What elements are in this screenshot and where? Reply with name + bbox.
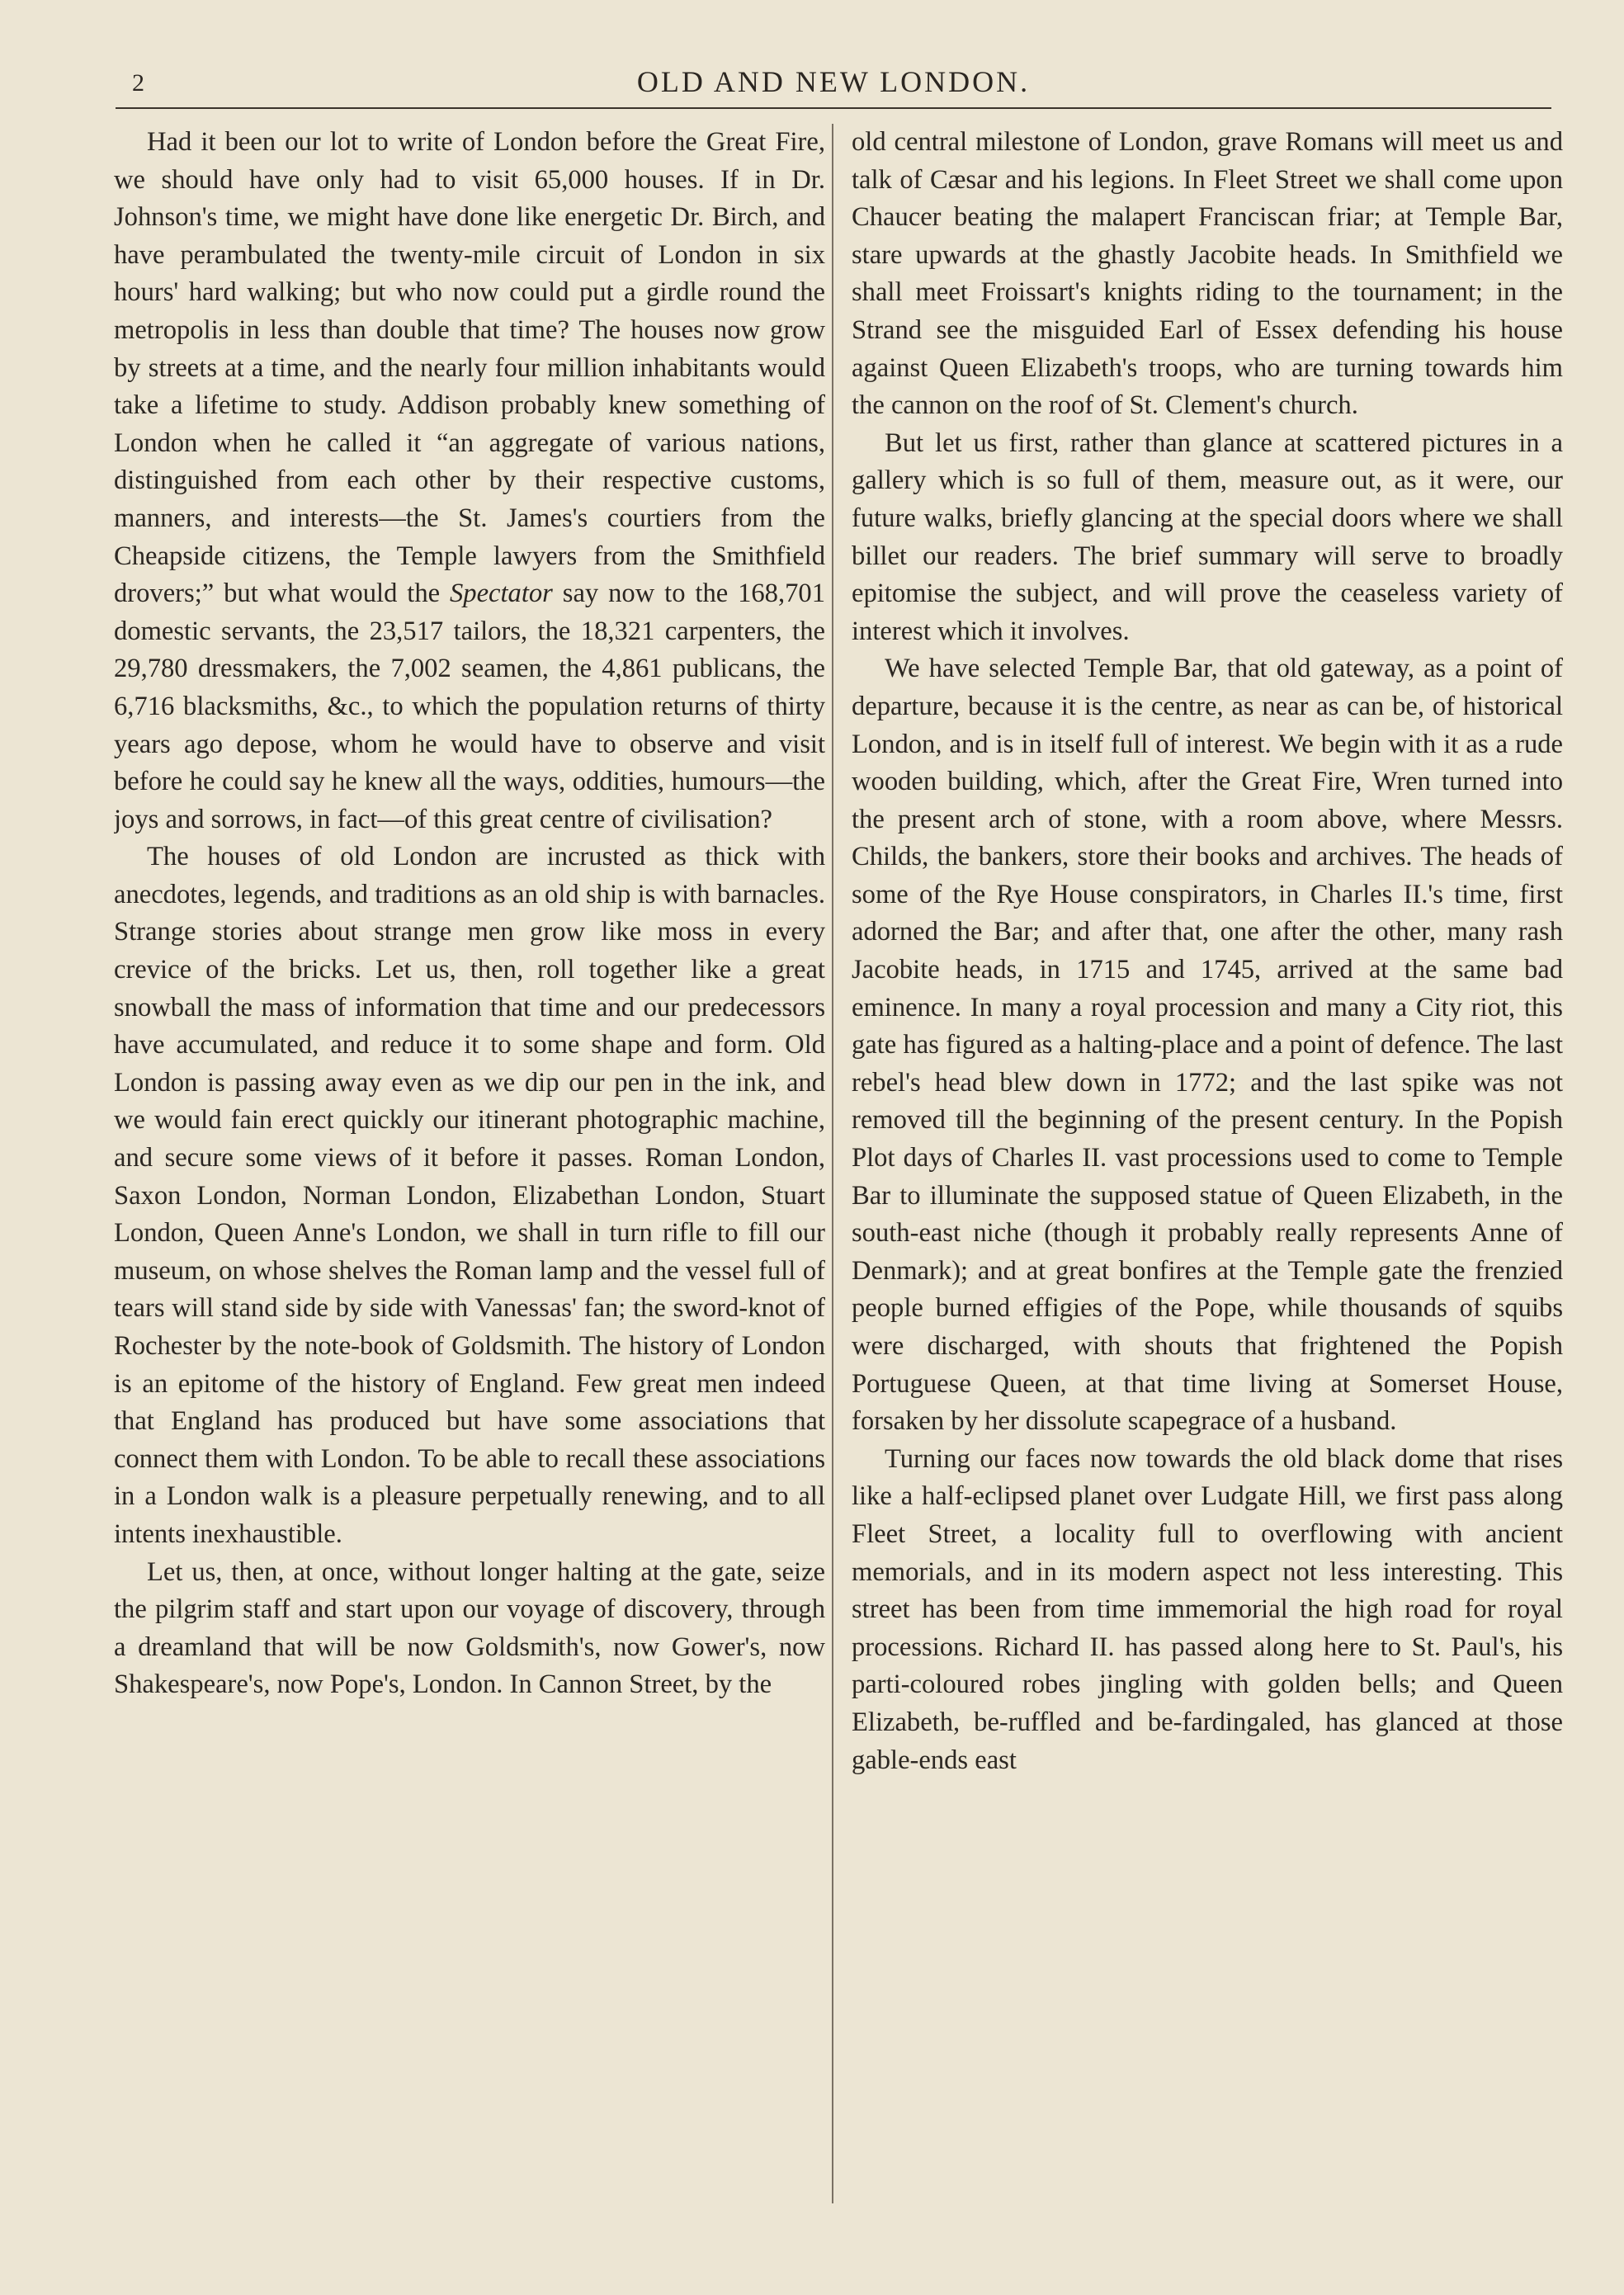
page-header bbox=[116, 64, 1551, 111]
header-rule bbox=[116, 107, 1551, 109]
paragraph: But let us first, rather than glance at scattered pictures in a gallery which is so full of them, measure out, as it were, our future walks, briefly glancing at the special doors where we shall billet our readers. The brief summary will serve to broadly epitomise the subject, and will prove the ceaseless variety of interest which it involves. bbox=[852, 427, 1563, 646]
page-number: 2 bbox=[132, 69, 145, 97]
paragraph: Let us, then, at once, without longer halting at the gate, seize the pilgrim staff and start upon our voyage of discovery, through a dreamland that will be now Goldsmith's, now Gower's, now Shakespeare's, now Pope's, London. In Cannon Street, by the bbox=[114, 1556, 825, 1700]
right-column bbox=[852, 124, 1563, 2212]
left-column bbox=[114, 124, 825, 2212]
column-divider bbox=[832, 124, 833, 2203]
italic-title: Spectator bbox=[450, 578, 553, 609]
paragraph: The houses of old London are incrusted as thick with anecdotes, legends, and traditions as an old ship is with barnacles. Strange stories about strange men grow like moss in every crevice of the bricks. Let us, then, roll together like a great snowball the mass of information that time and our predecessors have accumulated, and reduce it to some shape and form. Old London is passing away even as we dip our pen in the ink, and we would fain erect quickly our itinerant photographic machine, and secure some views of it before it passes. Roman London, Saxon London, Norman London, Elizabethan London, Stuart London, Queen Anne's London, we shall in turn rifle to fill our museum, on whose shelves the Roman lamp and the vessel full of tears will stand side by side with Vanessas' fan; the sword-knot of Rochester by the note-book of Goldsmith. The history of London is an epitome of the history of England. Few great men indeed that England has produced but have some associations that connect them with London. To be able to recall these associations in a London walk is a pleasure perpetually renewing, and to all intents inexhaustible. bbox=[114, 842, 825, 1549]
running-head: OLD AND NEW LONDON. bbox=[636, 65, 1031, 98]
paragraph: old central milestone of London, grave Romans will meet us and talk of Cæsar and his legions. In Fleet Street we shall come upon Chaucer beating the malapert Franciscan friar; at Temple Bar, stare upwards at the ghastly Jacobite heads. In Smithfield we shall meet Froissart's knights riding to the tournament; in the Strand see the misguided Earl of Essex defending his house against Queen Elizabeth's troops, who are turning towards him the cannon on the roof of St. Clement's church. bbox=[852, 127, 1563, 421]
paragraph: Had it been our lot to write of London before the Great Fire, we should have only had to visit 65,000 houses. If in Dr. Johnson's time, we might have done like energetic Dr. Birch, and have perambulated the twenty-mile circuit of London in six hours' hard walking; but who now could put a girdle round the metropolis in less than double that time? The houses now grow by streets at a time, and the nearly four million inhabitants would take a lifetime to study. Addison probably knew something of London when he called it “an aggregate of various nations, distinguished from each other by their respective customs, manners, and interests—the St. James's courtiers from the Cheapside citizens, the Temple lawyers from the Smithfield drovers;” but what would the Spectator say now to the 168,701 domestic servants, the 23,517 tailors, the 18,321 carpenters, the 29,780 dressmakers, the 7,002 seamen, the 4,861 publicans, the 6,716 blacksmiths, &c., to which the population returns of thirty years ago depose, whom he would have to observe and visit before he could say he knew all the ways, oddities, humours—the joys and sorrows, in fact—of this great centre of civilisation? bbox=[114, 127, 825, 834]
paragraph: Turning our faces now towards the old black dome that rises like a half-eclipsed planet over Ludgate Hill, we first pass along Fleet Street, a locality full to overflowing with ancient memorials, and in its modern aspect not less interesting. This street has been from time immemorial the high road for royal processions. Richard II. has passed along here to St. Paul's, his parti-coloured robes jingling with golden bells; and Queen Elizabeth, be-ruffled and be-fardingaled, has glanced at those gable-ends east bbox=[852, 1443, 1563, 1775]
paragraph: We have selected Temple Bar, that old gateway, as a point of departure, because it is the centre, as near as can be, of historical London, and is in itself full of interest. We begin with it as a rude wooden building, which, after the Great Fire, Wren turned into the present arch of stone, with a room above, where Messrs. Childs, the bankers, store their books and archives. The heads of some of the Rye House conspirators, in Charles II.'s time, first adorned the Bar; and after that, one after the other, many rash Jacobite heads, in 1715 and 1745, arrived at the same bad eminence. In many a royal procession and many a City riot, this gate has figured as a halting-place and a point of defence. The last rebel's head blew down in 1772; and the last spike was not removed till the beginning of the present century. In the Popish Plot days of Charles II. vast processions used to come to Temple Bar to illuminate the supposed statue of Queen Elizabeth, in the south-east niche (though it probably really represents Anne of Denmark); and at great bonfires at the Temple gate the frenzied people burned effigies of the Pope, while thousands of squibs were discharged, with shouts that frightened the Popish Portuguese Queen, at that time living at Somerset House, forsaken by her dissolute scapegrace of a husband. bbox=[852, 654, 1563, 1437]
